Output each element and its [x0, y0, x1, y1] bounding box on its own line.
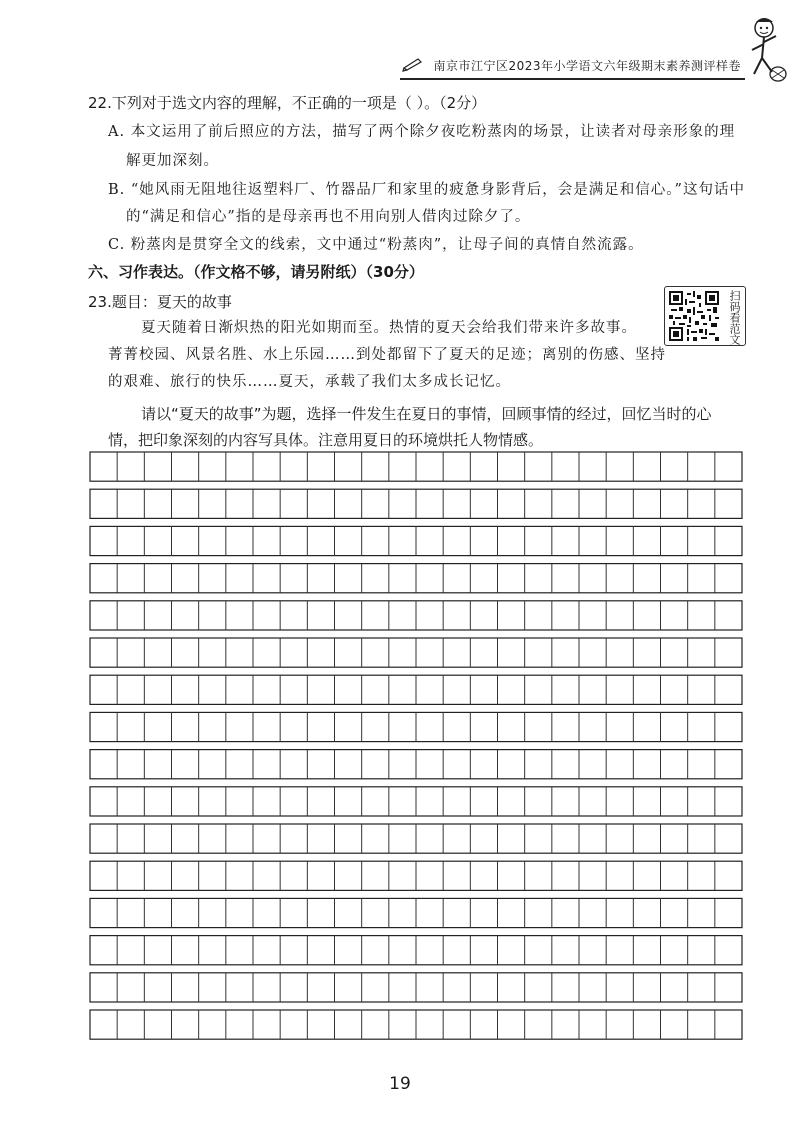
grid-row[interactable]: [90, 750, 742, 779]
grid-row[interactable]: [90, 526, 742, 555]
grid-row[interactable]: [90, 824, 742, 853]
grid-row[interactable]: [90, 973, 742, 1002]
para2-line1: 请以“夏天的故事”为题，选择一件发生在夏日的事情，回顾事情的经过，回忆当时的心: [141, 405, 712, 423]
question-22-stem: 22.下列对于选文内容的理解，不正确的一项是（ ）。（2分）: [88, 94, 487, 112]
grid-row[interactable]: [90, 1010, 742, 1039]
grid-row[interactable]: [90, 638, 742, 667]
option-b-line2: 的“满足和信心”指的是母亲再也不用向别人借肉过除夕了。: [126, 209, 531, 225]
qr-code-label: 扫码看范文: [728, 290, 741, 345]
grid-row[interactable]: [90, 936, 742, 965]
option-a-line1: A. 本文运用了前后照应的方法，描写了两个除夕夜吃粉蒸肉的场景，让读者对母亲形象的理: [108, 124, 736, 140]
para2-line2: 情，把印象深刻的内容写具体。注意用夏日的环境烘托人物情感。: [108, 431, 544, 449]
grid-row[interactable]: [90, 675, 742, 704]
option-a-line2: 解更加深刻。: [126, 153, 219, 169]
grid-row[interactable]: [90, 601, 742, 630]
header-title: 南京市江宁区2023年小学语文六年级期末素养测评样卷: [433, 58, 741, 73]
option-c-line1: C. 粉蒸肉是贯穿全文的线索，文中通过“粉蒸肉”，让母子间的真情自然流露。: [108, 237, 644, 253]
question-23-title: 23.题目：夏天的故事: [88, 293, 232, 311]
page-number: 19: [389, 1074, 411, 1094]
para1-line3: 的艰难、旅行的快乐……夏天，承载了我们太多成长记忆。: [108, 374, 511, 390]
section-6-title: 六、习作表达。（作文格不够，请另附纸）（30分）: [88, 263, 424, 281]
grid-row[interactable]: [90, 861, 742, 890]
para1-line2: 菁菁校园、风景名胜、水上乐园……到处都留下了夏天的足迹；离别的伤感、坚持: [108, 347, 666, 363]
grid-row[interactable]: [90, 564, 742, 593]
option-b-line1: B. “她风雨无阻地往返塑料厂、竹器品厂和家里的疲惫身影背后，会是满足和信心。”这句话中: [108, 182, 745, 198]
para1-line1: 夏天随着日渐炽热的阳光如期而至。热情的夏天会给我们带来许多故事。: [141, 320, 637, 336]
grid-row[interactable]: [90, 712, 742, 741]
grid-row[interactable]: [90, 489, 742, 518]
grid-row[interactable]: [90, 898, 742, 927]
grid-row[interactable]: [90, 452, 742, 481]
grid-row[interactable]: [90, 787, 742, 816]
